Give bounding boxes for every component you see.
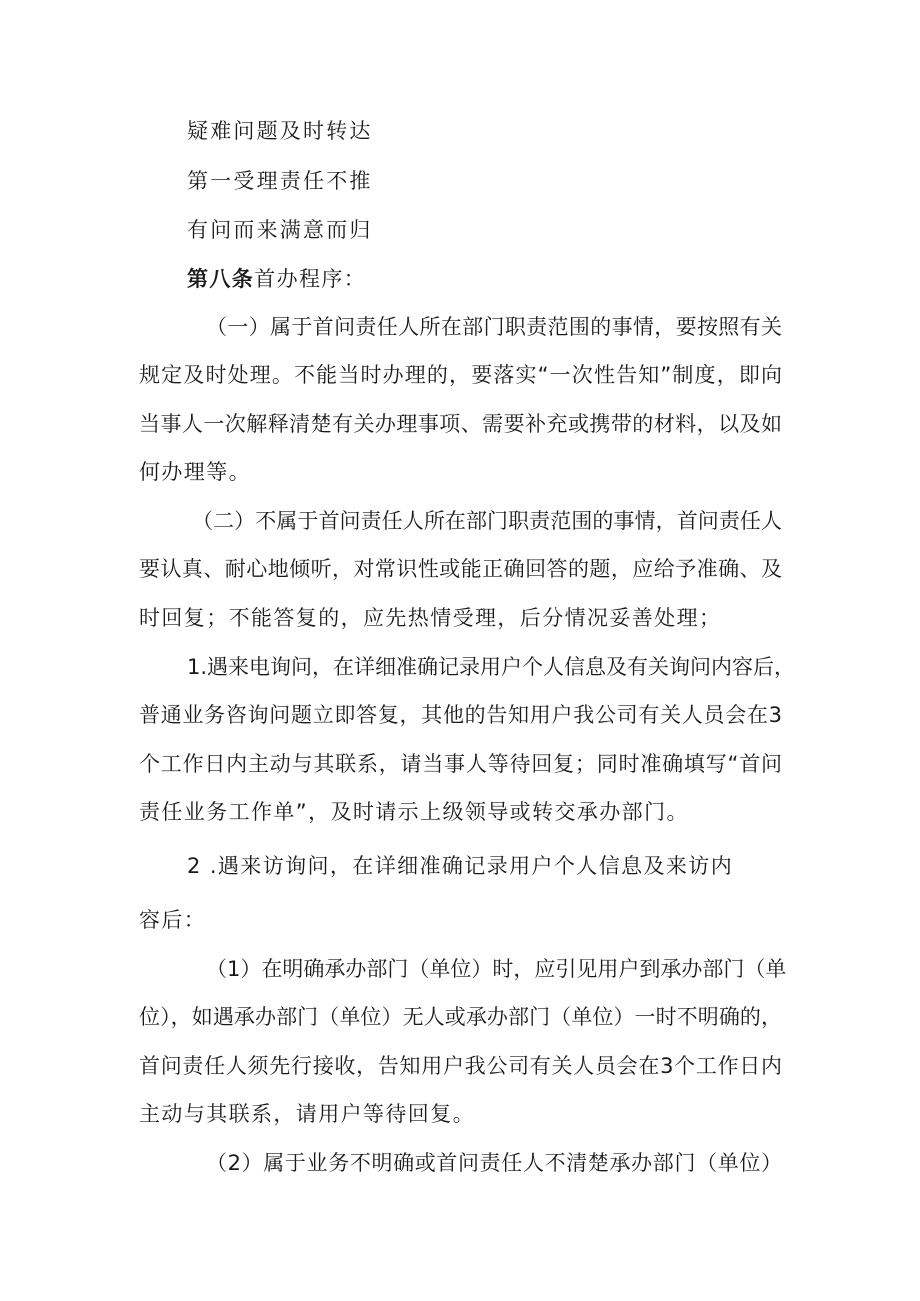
article-label: 第八条 [187,267,255,291]
para2-line-2: 要认真、耐心地倾听，对常识性或能正确回答的题，应给予准确、及 [139,557,782,581]
para2-line-3: 时回复；不能答复的，应先热情受理，后分情况妥善处理； [139,606,722,630]
principle-line-2: 第一受理责任不推 [187,169,373,193]
article-heading [187,265,366,293]
para1-line-2: 规定及时处理。不能当时办理的，要落实“一次性告知”制度，即向 [139,363,782,387]
article-title: 首办程序： [254,267,367,291]
item2-line-2: 容后： [139,908,207,932]
sub1-line-1: （1）在明确承办部门（单位）时，应引见用户到承办部门（单 [206,957,787,981]
item1-line-4: 责任业务工作单”，及时请示上级领导或转交承办部门。 [139,800,689,824]
sub1-line-4: 主动与其联系，请用户等待回复。 [139,1102,475,1126]
sub2-line-1: （2）属于业务不明确或首问责任人不清楚承办部门（单位） [206,1151,782,1175]
item1-line-1: 1.遇来电询问，在详细准确记录用户个人信息及有关询问内容后， [187,655,796,679]
item1-line-2: 普通业务咨询问题立即答复，其他的告知用户我公司有关人员会在3 [139,703,782,727]
para1-line-4: 何办理等。 [139,460,251,484]
item2-line-1: 2 .遇来访询问，在详细准确记录用户个人信息及来访内 [187,854,734,878]
sub1-line-3: 首问责任人须先行接收，告知用户我公司有关人员会在3个工作日内 [139,1054,782,1078]
para1-line-1: （一）属于首问责任人所在部门职责范围的事情，要按照有关 [206,315,782,339]
item1-line-3: 个工作日内主动与其联系，请当事人等待回复；同时准确填写“首问 [139,752,782,776]
principle-line-1: 疑难问题及时转达 [187,119,373,143]
principle-line-3: 有问而来满意而归 [187,218,373,242]
sub1-line-2: 位），如遇承办部门（单位）无人或承办部门（单位）一时不明确的， [139,1005,782,1029]
para1-line-3: 当事人一次解释清楚有关办理事项、需要补充或携带的材料，以及如 [139,412,782,436]
para2-line-1: （二）不属于首问责任人所在部门职责范围的事情，首问责任人 [192,509,782,533]
